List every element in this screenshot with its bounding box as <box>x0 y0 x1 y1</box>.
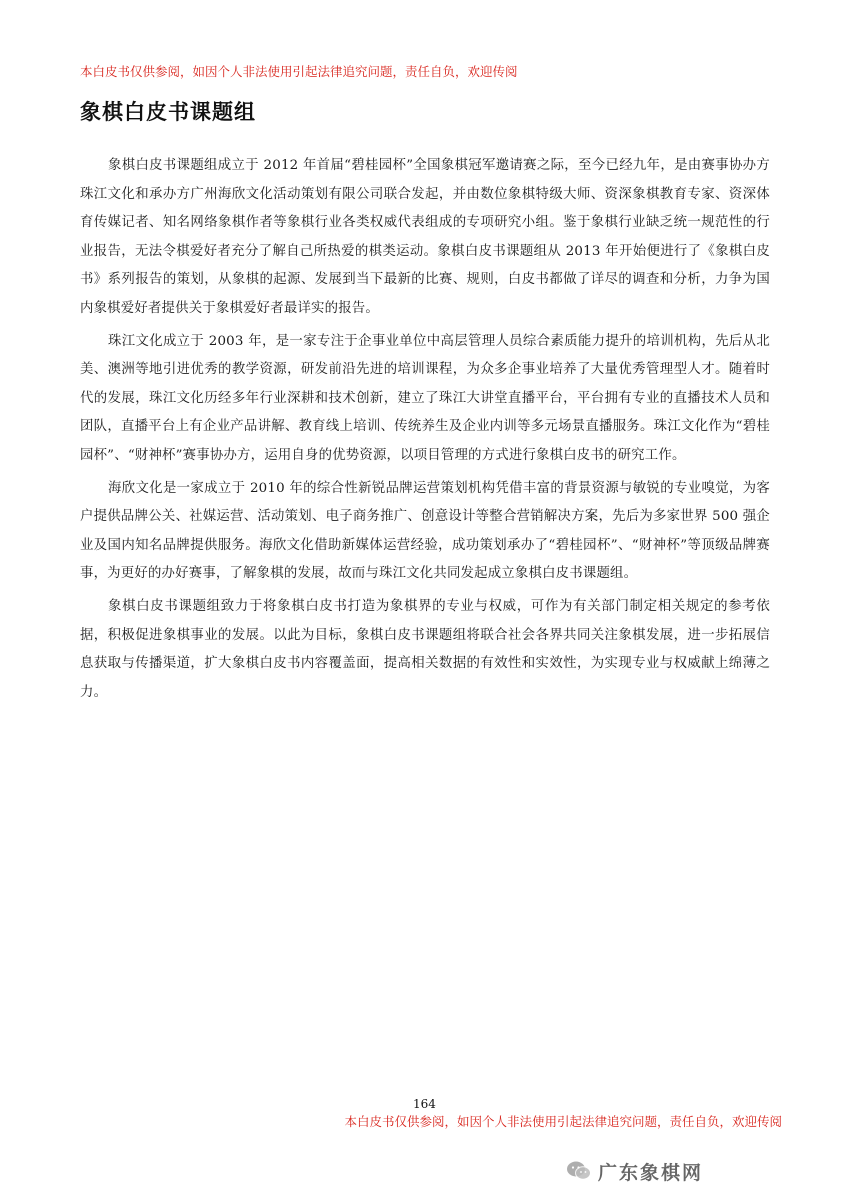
footer-disclaimer: 本白皮书仅供参阅，如因个人非法使用引起法律追究问题，责任自负，欢迎传阅 <box>344 1114 782 1129</box>
watermark <box>566 1157 703 1185</box>
paragraph: 海欣文化是一家成立于 2010 年的综合性新锐品牌运营策划机构凭借丰富的背景资源与敏锐的专业嗅觉，为客户提供品牌公关、社媒运营、活动策划、电子商务推广、创意设计等整合营销解决方案，先后为多家世界 500 强企业及国内知名品牌提供服务。海欣文化借助新媒体运营经验，成功策划承办了“碧桂园杯”、“财神杯”等顶级品牌赛事，为更好的办好赛事，了解象棋的发展，故而与珠江文化共同发起成立象棋白皮书课题组。 <box>80 480 770 582</box>
paragraph: 象棋白皮书课题组成立于 2012 年首届“碧桂园杯”全国象棋冠军邀请赛之际，至今已经九年，是由赛事协办方珠江文化和承办方广州海欣文化活动策划有限公司联合发起，并由数位象棋特级大师、资深象棋教育专家、资深体育传媒记者、知名网络象棋作者等象棋行业各类权威代表组成的专项研究小组。鉴于象棋行业缺乏统一规范性的行业报告，无法令棋爱好者充分了解自己所热爱的棋类运动。象棋白皮书课题组从 2013 年开始便进行了《象棋白皮书》系列报告的策划，从象棋的起源、发展到当下最新的比赛、规则，白皮书都做了详尽的调查和分析，力争为国内象棋爱好者提供关于象棋爱好者最详实的报告。 <box>80 158 770 316</box>
wechat-icon <box>566 1160 592 1182</box>
page-title: 象棋白皮书课题组 <box>80 100 256 124</box>
body-text <box>80 152 770 711</box>
paragraph: 象棋白皮书课题组致力于将象棋白皮书打造为象棋界的专业与权威，可作为有关部门制定相关规定的参考依据，积极促进象棋事业的发展。以此为目标，象棋白皮书课题组将联合社会各界共同关注象棋发展，进一步拓展信息获取与传播渠道，扩大象棋白皮书内容覆盖面，提高相关数据的有效性和实效性，为实现专业与权威献上绵薄之力。 <box>80 598 770 700</box>
watermark-text: 广东象棋网 <box>598 1161 704 1184</box>
header-disclaimer: 本白皮书仅供参阅，如因个人非法使用引起法律追究问题，责任自负，欢迎传阅 <box>80 64 518 79</box>
paragraph: 珠江文化成立于 2003 年，是一家专注于企事业单位中高层管理人员综合素质能力提升的培训机构，先后从北美、澳洲等地引进优秀的教学资源，研发前沿先进的培训课程，为众多企事业培养了大量优秀管理型人才。随着时代的发展，珠江文化历经多年行业深耕和技术创新，建立了珠江大讲堂直播平台，平台拥有专业的直播技术人员和团队，直播平台上有企业产品讲解、教育线上培训、传统养生及企业内训等多元场景直播服务。珠江文化作为“碧桂园杯”、“财神杯”赛事协办方，运用自身的优势资源，以项目管理的方式进行象棋白皮书的研究工作。 <box>80 333 770 463</box>
page-number: 164 <box>413 1097 436 1111</box>
